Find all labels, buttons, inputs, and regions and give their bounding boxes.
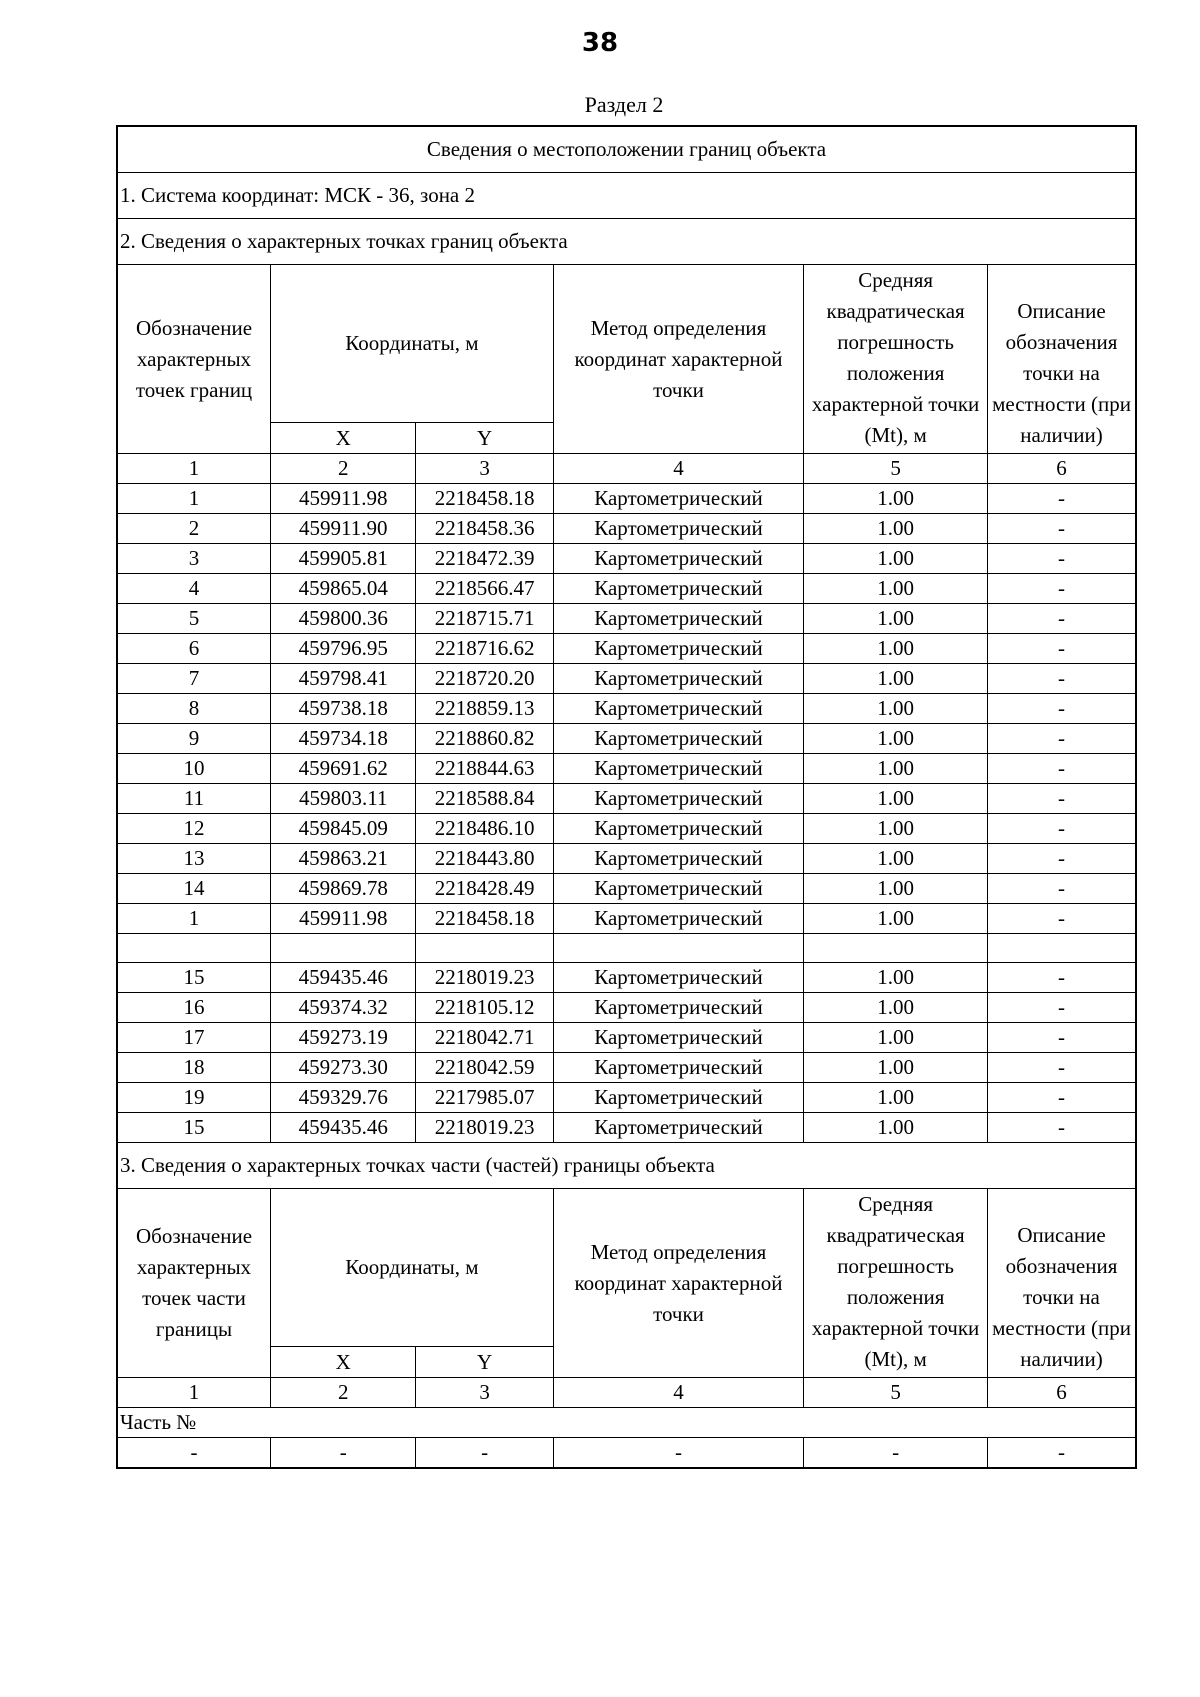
point-number: 14 xyxy=(117,874,271,904)
point-number: 13 xyxy=(117,844,271,874)
method: Картометрический xyxy=(553,514,803,544)
method: Картометрический xyxy=(553,993,803,1023)
description: - xyxy=(988,724,1136,754)
coord-x: 459796.95 xyxy=(271,634,416,664)
coord-y: 2218486.10 xyxy=(416,814,553,844)
coord-x: 459905.81 xyxy=(271,544,416,574)
coord-y: 2218428.49 xyxy=(416,874,553,904)
coord-x: 459798.41 xyxy=(271,664,416,694)
table-row xyxy=(117,1083,1136,1113)
table-cell: - xyxy=(988,1438,1136,1469)
description: - xyxy=(988,1113,1136,1143)
error: 1.00 xyxy=(804,814,988,844)
description: - xyxy=(988,1083,1136,1113)
header-coords: Координаты, м xyxy=(271,265,554,423)
point-number: 12 xyxy=(117,814,271,844)
method: Картометрический xyxy=(553,1053,803,1083)
point-number: 10 xyxy=(117,754,271,784)
table-row xyxy=(117,544,1136,574)
point-number: 3 xyxy=(117,544,271,574)
coord-y: 2218019.23 xyxy=(416,963,553,993)
boundary-table xyxy=(116,125,1137,1469)
coord-x: 459845.09 xyxy=(271,814,416,844)
part-label: Часть № xyxy=(117,1408,1136,1438)
method: Картометрический xyxy=(553,1083,803,1113)
table-row xyxy=(117,634,1136,664)
table-row xyxy=(117,664,1136,694)
coord-x: 459911.98 xyxy=(271,484,416,514)
description: - xyxy=(988,993,1136,1023)
error: 1.00 xyxy=(804,1113,988,1143)
error: 1.00 xyxy=(804,574,988,604)
coord-x: 459865.04 xyxy=(271,574,416,604)
table-row xyxy=(117,874,1136,904)
coord-x: 459374.32 xyxy=(271,993,416,1023)
description: - xyxy=(988,1023,1136,1053)
table-row xyxy=(117,1113,1136,1143)
table-row xyxy=(117,993,1136,1023)
point-number: 9 xyxy=(117,724,271,754)
error: 1.00 xyxy=(804,694,988,724)
point-number: 8 xyxy=(117,694,271,724)
table-row xyxy=(117,484,1136,514)
coord-x: 459911.90 xyxy=(271,514,416,544)
point-number: 1 xyxy=(117,484,271,514)
description: - xyxy=(988,963,1136,993)
description: - xyxy=(988,514,1136,544)
method: Картометрический xyxy=(553,694,803,724)
parts-column-numbers-row xyxy=(117,1378,1136,1408)
column-number: 4 xyxy=(553,454,803,484)
parts-header-coords: Координаты, м xyxy=(271,1189,554,1347)
coord-x: 459863.21 xyxy=(271,844,416,874)
column-number: 6 xyxy=(988,454,1136,484)
method: Картометрический xyxy=(553,1023,803,1053)
description: - xyxy=(988,574,1136,604)
error: 1.00 xyxy=(804,874,988,904)
description: - xyxy=(988,904,1136,934)
coord-y: 2218105.12 xyxy=(416,993,553,1023)
coord-y: 2218458.18 xyxy=(416,484,553,514)
coord-y: 2218019.23 xyxy=(416,1113,553,1143)
method: Картометрический xyxy=(553,1113,803,1143)
parts-header-method: Метод определения координат характерной точки xyxy=(553,1189,803,1378)
parts-header-y: Y xyxy=(416,1347,553,1378)
table-row xyxy=(117,814,1136,844)
table-cell: - xyxy=(271,1438,416,1469)
empty-cell xyxy=(117,934,271,963)
error: 1.00 xyxy=(804,484,988,514)
point-number: 6 xyxy=(117,634,271,664)
parts-header-error: Средняя квадратическая погрешность положения характерной точки (Mt), м xyxy=(804,1189,988,1378)
header-point: Обозначение характерных точек границ xyxy=(117,265,271,454)
coord-y: 2218566.47 xyxy=(416,574,553,604)
point-number: 2 xyxy=(117,514,271,544)
column-number: 2 xyxy=(271,454,416,484)
error: 1.00 xyxy=(804,1083,988,1113)
coord-x: 459734.18 xyxy=(271,724,416,754)
table-row xyxy=(117,754,1136,784)
parts-empty-row xyxy=(117,1438,1136,1469)
description: - xyxy=(988,1053,1136,1083)
coord-y: 2218844.63 xyxy=(416,754,553,784)
method: Картометрический xyxy=(553,574,803,604)
coord-y: 2218715.71 xyxy=(416,604,553,634)
coord-y: 2218458.36 xyxy=(416,514,553,544)
column-numbers-row xyxy=(117,454,1136,484)
coord-y: 2218443.80 xyxy=(416,844,553,874)
method: Картометрический xyxy=(553,874,803,904)
error: 1.00 xyxy=(804,844,988,874)
table-row xyxy=(117,904,1136,934)
header-method: Метод определения координат характерной точки xyxy=(553,265,803,454)
method: Картометрический xyxy=(553,484,803,514)
coord-y: 2218472.39 xyxy=(416,544,553,574)
column-number: 5 xyxy=(804,1378,988,1408)
table-row xyxy=(117,694,1136,724)
table-row xyxy=(117,784,1136,814)
error: 1.00 xyxy=(804,1023,988,1053)
point-number: 15 xyxy=(117,963,271,993)
contour-separator-row xyxy=(117,934,1136,963)
description: - xyxy=(988,484,1136,514)
error: 1.00 xyxy=(804,634,988,664)
parts-header-x: X xyxy=(271,1347,416,1378)
coord-x: 459738.18 xyxy=(271,694,416,724)
coord-y: 2218860.82 xyxy=(416,724,553,754)
header-description: Описание обозначения точки на местности (при наличии) xyxy=(988,265,1136,454)
column-number: 2 xyxy=(271,1378,416,1408)
method: Картометрический xyxy=(553,664,803,694)
method: Картометрический xyxy=(553,634,803,664)
coord-x: 459869.78 xyxy=(271,874,416,904)
section-label: Раздел 2 xyxy=(584,92,664,117)
error: 1.00 xyxy=(804,544,988,574)
coord-y: 2218458.18 xyxy=(416,904,553,934)
header-y: Y xyxy=(416,423,553,454)
error: 1.00 xyxy=(804,664,988,694)
coord-y: 2217985.07 xyxy=(416,1083,553,1113)
error: 1.00 xyxy=(804,1053,988,1083)
error: 1.00 xyxy=(804,514,988,544)
coord-x: 459803.11 xyxy=(271,784,416,814)
description: - xyxy=(988,604,1136,634)
error: 1.00 xyxy=(804,754,988,784)
empty-cell xyxy=(271,934,416,963)
table-row xyxy=(117,844,1136,874)
column-number: 1 xyxy=(117,1378,271,1408)
point-number: 1 xyxy=(117,904,271,934)
column-number: 3 xyxy=(416,454,553,484)
description: - xyxy=(988,844,1136,874)
table-cell: - xyxy=(804,1438,988,1469)
method: Картометрический xyxy=(553,844,803,874)
description: - xyxy=(988,634,1136,664)
coord-x: 459273.19 xyxy=(271,1023,416,1053)
empty-cell xyxy=(988,934,1136,963)
table-row xyxy=(117,963,1136,993)
coord-x: 459435.46 xyxy=(271,1113,416,1143)
coord-y: 2218042.59 xyxy=(416,1053,553,1083)
table-title: Сведения о местоположении границ объекта xyxy=(117,126,1136,173)
column-number: 6 xyxy=(988,1378,1136,1408)
table-row xyxy=(117,604,1136,634)
column-number: 5 xyxy=(804,454,988,484)
method: Картометрический xyxy=(553,724,803,754)
point-number: 5 xyxy=(117,604,271,634)
error: 1.00 xyxy=(804,724,988,754)
coord-y: 2218588.84 xyxy=(416,784,553,814)
method: Картометрический xyxy=(553,814,803,844)
point-number: 17 xyxy=(117,1023,271,1053)
table-cell: - xyxy=(117,1438,271,1469)
description: - xyxy=(988,664,1136,694)
table-cell: - xyxy=(416,1438,553,1469)
column-number: 4 xyxy=(553,1378,803,1408)
header-x: X xyxy=(271,423,416,454)
method: Картометрический xyxy=(553,784,803,814)
coord-x: 459800.36 xyxy=(271,604,416,634)
error: 1.00 xyxy=(804,963,988,993)
points-section-heading: 2. Сведения о характерных точках границ объекта xyxy=(117,219,1136,265)
parts-section-heading: 3. Сведения о характерных точках части (частей) границы объекта xyxy=(117,1143,1136,1189)
coord-x: 459691.62 xyxy=(271,754,416,784)
empty-cell xyxy=(416,934,553,963)
point-number: 19 xyxy=(117,1083,271,1113)
method: Картометрический xyxy=(553,544,803,574)
parts-header-description: Описание обозначения точки на местности (при наличии) xyxy=(988,1189,1136,1378)
coord-y: 2218859.13 xyxy=(416,694,553,724)
table-row xyxy=(117,724,1136,754)
method: Картометрический xyxy=(553,904,803,934)
table-cell: - xyxy=(553,1438,803,1469)
point-number: 16 xyxy=(117,993,271,1023)
table-row xyxy=(117,574,1136,604)
error: 1.00 xyxy=(804,904,988,934)
empty-cell xyxy=(553,934,803,963)
point-number: 4 xyxy=(117,574,271,604)
description: - xyxy=(988,694,1136,724)
parts-header-point: Обозначение характерных точек части границы xyxy=(117,1189,271,1378)
header-error: Средняя квадратическая погрешность положения характерной точки (Mt), м xyxy=(804,265,988,454)
coord-y: 2218720.20 xyxy=(416,664,553,694)
coord-x: 459435.46 xyxy=(271,963,416,993)
description: - xyxy=(988,754,1136,784)
page-number: 38 xyxy=(581,28,619,58)
description: - xyxy=(988,784,1136,814)
empty-cell xyxy=(804,934,988,963)
description: - xyxy=(988,814,1136,844)
point-number: 18 xyxy=(117,1053,271,1083)
point-number: 11 xyxy=(117,784,271,814)
description: - xyxy=(988,544,1136,574)
method: Картометрический xyxy=(553,604,803,634)
point-number: 7 xyxy=(117,664,271,694)
method: Картометрический xyxy=(553,754,803,784)
error: 1.00 xyxy=(804,993,988,1023)
point-number: 15 xyxy=(117,1113,271,1143)
coordinate-system: 1. Система координат: МСК - 36, зона 2 xyxy=(117,173,1136,219)
table-row xyxy=(117,1053,1136,1083)
error: 1.00 xyxy=(804,604,988,634)
table-row xyxy=(117,514,1136,544)
coord-x: 459911.98 xyxy=(271,904,416,934)
table-row xyxy=(117,1023,1136,1053)
coord-y: 2218716.62 xyxy=(416,634,553,664)
coord-y: 2218042.71 xyxy=(416,1023,553,1053)
column-number: 3 xyxy=(416,1378,553,1408)
column-number: 1 xyxy=(117,454,271,484)
coord-x: 459273.30 xyxy=(271,1053,416,1083)
description: - xyxy=(988,874,1136,904)
coord-x: 459329.76 xyxy=(271,1083,416,1113)
method: Картометрический xyxy=(553,963,803,993)
error: 1.00 xyxy=(804,784,988,814)
